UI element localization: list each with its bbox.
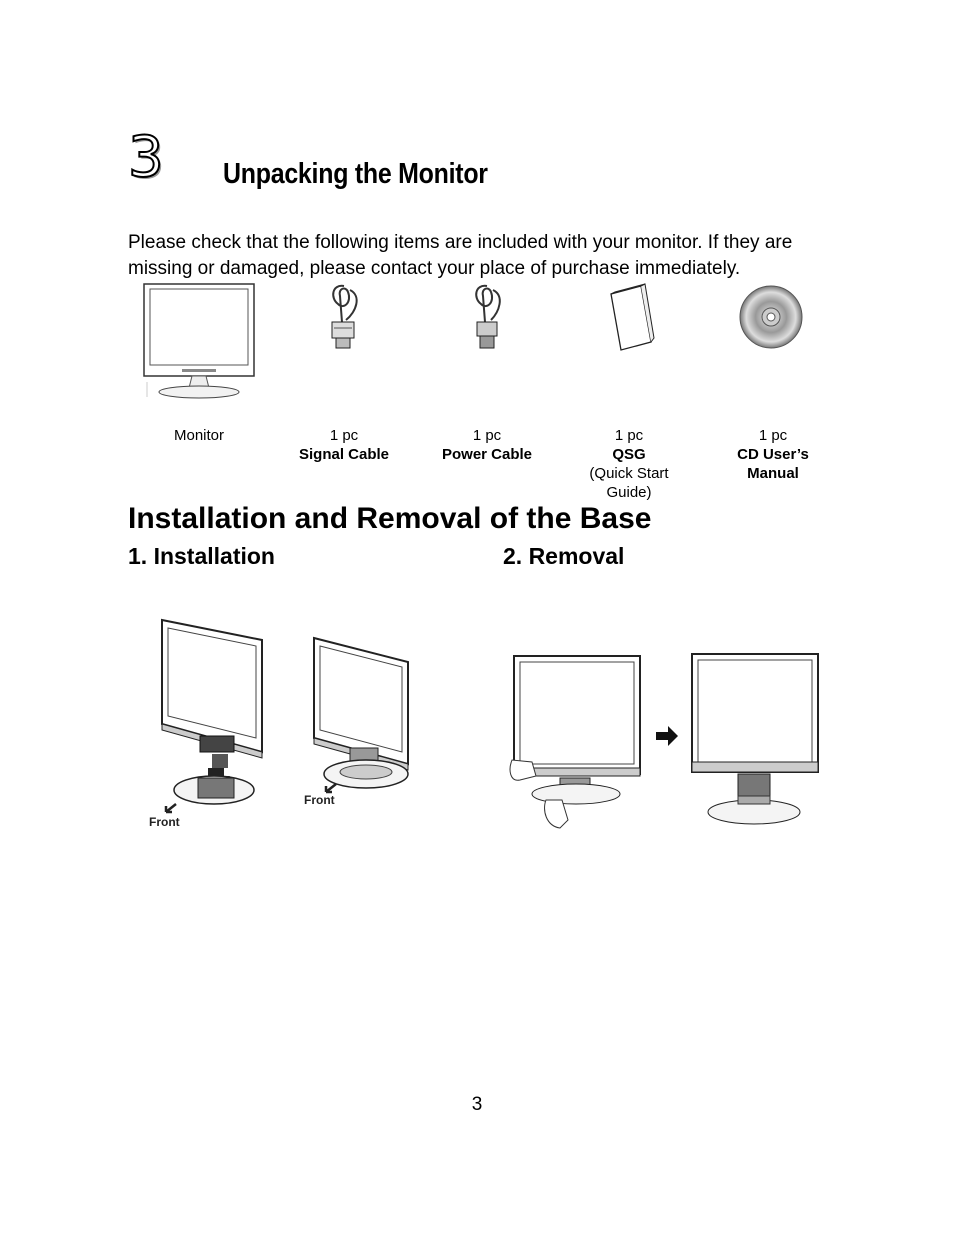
qsg-booklet-icon xyxy=(605,282,655,352)
item-qty: 1 pc xyxy=(758,427,788,444)
item-monitor xyxy=(124,426,274,445)
front-label-1: Front xyxy=(149,815,180,829)
installation-illustration xyxy=(138,612,428,837)
item-signal-cable xyxy=(269,426,419,464)
item-name: QSG xyxy=(612,446,646,463)
power-cable-icon xyxy=(465,282,510,354)
item-cd-manual xyxy=(698,426,848,483)
item-qsg xyxy=(554,426,704,502)
front-label-2: Front xyxy=(304,793,335,807)
intro-paragraph: Please check that the following items are included with your monitor. If they are missing or damaged, please contact your place of purchase immediately. xyxy=(128,232,793,279)
item-name: Signal Cable xyxy=(298,446,390,463)
item-qty: 1 pc xyxy=(329,427,359,444)
item-name: Monitor xyxy=(173,427,225,444)
chapter-title: Unpacking the Monitor xyxy=(223,158,488,190)
cd-icon xyxy=(738,284,804,350)
item-extra: (Quick Start Guide) xyxy=(589,465,669,501)
monitor-icon xyxy=(142,282,258,400)
removal-heading: 2. Removal xyxy=(503,543,625,569)
page-number: 3 xyxy=(471,1094,483,1115)
removal-illustration xyxy=(506,650,828,835)
item-qty: 1 pc xyxy=(614,427,644,444)
section-title: Installation and Removal of the Base xyxy=(128,502,652,535)
installation-heading: 1. Installation xyxy=(128,543,275,569)
signal-cable-icon xyxy=(322,282,367,354)
item-qty: 1 pc xyxy=(472,427,502,444)
item-power-cable xyxy=(412,426,562,464)
item-name: Power Cable xyxy=(441,446,533,463)
chapter-number: 3 xyxy=(128,125,164,190)
item-name: CD User’s Manual xyxy=(737,446,809,482)
